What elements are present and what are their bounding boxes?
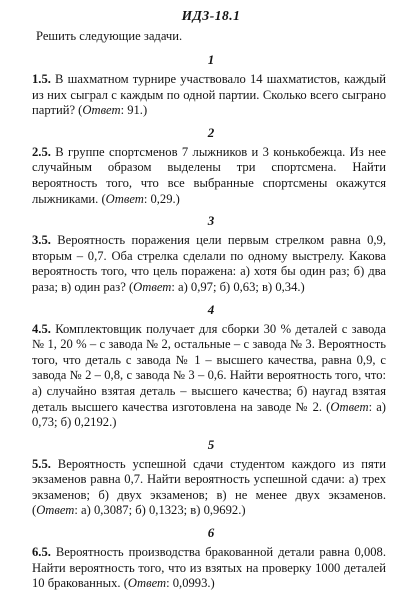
- problem-5-5: [32, 457, 386, 519]
- answer-label: Ответ: [330, 399, 369, 414]
- problem-text: Вероятность производства бракованной детали равна 0,008. Найти вероятность того, что из взятых на проверку 1000 деталей 10 бракованных. (: [32, 545, 386, 591]
- answer-label: Ответ: [133, 279, 172, 294]
- answer-value: : а) 0,97; б) 0,63; в) 0,34.): [171, 279, 305, 294]
- problem-number: 2.5.: [32, 144, 51, 159]
- problem-2-5: [32, 145, 386, 207]
- section-number: 1: [207, 52, 215, 67]
- section-number: 6: [207, 525, 215, 541]
- section-number: 2: [207, 124, 215, 140]
- problem-text: Вероятность успешной сдачи студентом каждого из пяти экзаменов равна 0,7. Найти вероятность успешной сдачи: а) трех экзаменов; б) двух экзаменов; в) не менее двух экзаменов. (: [32, 456, 386, 518]
- answer-label: Ответ: [105, 191, 144, 206]
- document-title: ИДЗ-18.1: [181, 8, 241, 23]
- problem-3-5: [32, 233, 386, 295]
- problem-number: 4.5.: [32, 321, 51, 336]
- document-intro: Решить следующие задачи.: [36, 29, 183, 43]
- problem-1-5: [32, 72, 386, 119]
- problem-number: 6.5.: [32, 545, 51, 560]
- answer-value: : 0,29.): [143, 191, 180, 206]
- answer-value: : а) 0,3087; б) 0,1323; в) 0,9692.): [74, 503, 246, 518]
- problem-text: В группе спортсменов 7 лыжников и 3 конькобежца. Из нее случайным образом выделены три спортсмена. Найти вероятность того, что все выбранные спортсмены окажутся лыжниками. (: [32, 144, 386, 206]
- problem-number: 3.5.: [32, 233, 51, 248]
- answer-label: Ответ: [82, 103, 121, 118]
- answer-label: Ответ: [36, 503, 75, 518]
- section-number: 5: [207, 436, 215, 452]
- problem-6-5: [32, 545, 386, 592]
- answer-value: : 0,0993.): [166, 576, 215, 591]
- problem-text: Вероятность поражения цели первым стрелком равна 0,9, вторым – 0,7. Оба стрелка сделали по одному выстрелу. Какова вероятность того, что цель поражена: а) хотя бы один раз; б) два раза; в) один раз? (: [32, 233, 386, 294]
- problem-number: 1.5.: [32, 72, 51, 86]
- section-number: 4: [207, 301, 215, 317]
- problem-text: В шахматном турнире участвовало 14 шахматистов, каждый из них сыграл с каждым по одной партии. Сколько всего сыграно партий? (: [32, 72, 386, 118]
- problem-4-5: [32, 322, 386, 431]
- section-number: 3: [207, 213, 215, 229]
- answer-value: : 91.): [120, 103, 148, 118]
- problem-text: Комплектовщик получает для сборки 30 % деталей с завода № 1, 20 % – с завода № 2, остальные – с завода № 3. Вероятность того, что деталь с завода № 1 – высшего качества, равна 0,9, с завода № 2 – 0,8, с завода № 3 – 0,6. Найти вероятность того, что: а) случайно взятая деталь – высшего качества; б) наугад взятая деталь высшего качества изготовлена на заводе № 2. (: [32, 321, 386, 414]
- answer-label: Ответ: [127, 576, 167, 591]
- answer-value: : а) 0,73; б) 0,2192.): [32, 399, 386, 430]
- problem-number: 5.5.: [32, 456, 51, 471]
